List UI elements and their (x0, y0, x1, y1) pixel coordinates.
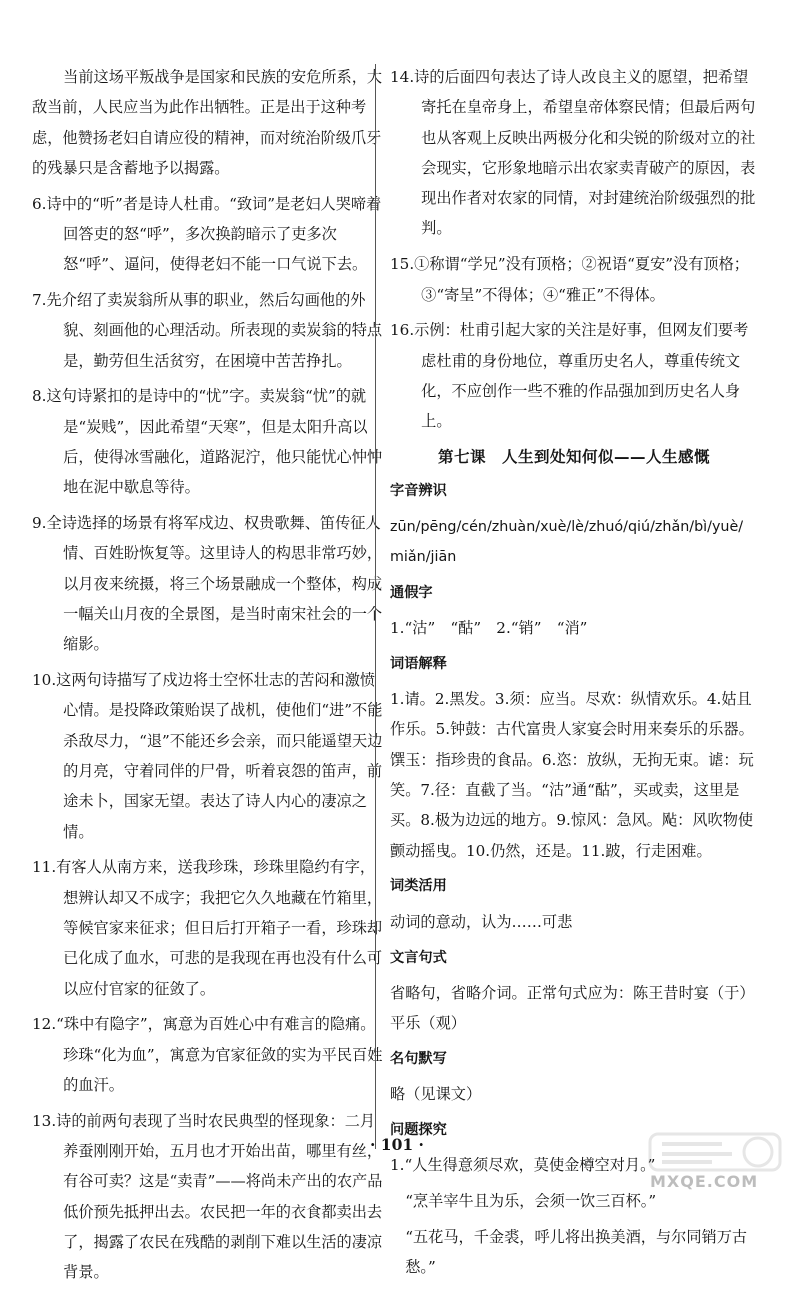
answer-body: 诗的后面四句表达了诗人改良主义的愿望，把希望寄托在皇帝身上，希望皇帝体察民情；但最后两句也从客观上反映出两极分化和尖锐的阶级对立的社会现实，它形象地暗示出农家卖青破产的原因，表现出作者对农家的同情，对封建统治阶级强烈的批判。 (414, 68, 756, 238)
answer-number: 16. (390, 321, 415, 340)
section-body (390, 907, 758, 937)
answer-text (32, 381, 388, 502)
answer-body: 有客人从南方来，送我珍珠，珍珠里隐约有字，想辨认却又不成字；我把它久久地藏在竹箱里，等候官家来征求；但日后打开箱子一看，珍珠却已化成了血水，可悲的是我现在再也没有什么可以应付官家的征敛了。 (56, 858, 383, 998)
answer-body: 这两句诗描写了戍边将士空怀壮志的苦闷和激愤心情。是投降政策贻误了战机，使他们“进”不能杀敌尽力，“退”不能还乡会亲，而只能遥望天边的月亮，守着同伴的尸骨，听着哀怨的笛声，前途未卜，国家无望。表达了诗人内心的凄凉之情。 (56, 671, 383, 841)
section-body (390, 978, 758, 1039)
answer-body: 当前这场平叛战争是国家和民族的安危所系，大敌当前，人民应当为此作出牺牲。正是出于这种考虑，他赞扬老妇自请应役的精神，而对统治阶级爪牙的残暴只是含蓄地予以揭露。 (32, 68, 383, 177)
section-line: 1.“沽” “酤” 2.“销” “消” (390, 619, 588, 638)
answer-number: 6. (32, 194, 47, 213)
answer-body: “珠中有隐字”，寓意为百姓心中有难言的隐痛。珍珠“化为血”，寓意为官家征敛的实为平民百姓的血汗。 (56, 1015, 383, 1094)
answer-number: 14. (390, 68, 415, 86)
answer-item (32, 62, 388, 183)
answer-number: 9. (32, 514, 47, 533)
answer-number: 15. (390, 255, 415, 274)
answer-item (32, 189, 388, 280)
answer-item (390, 62, 758, 244)
answer-body: 示例：杜甫引起大家的关注是好事，但网友们要考虑杜甫的身份地位，尊重历史名人，尊重传统文化，不应创作一些不雅的作品强加到历史名人身上。 (414, 321, 749, 431)
section-body (390, 684, 758, 866)
section-heading: 字音辨识 (390, 483, 447, 500)
answer-item (32, 665, 388, 847)
answer-text (32, 1106, 388, 1288)
section-line: “五花马，千金裘，呼儿将出换美酒，与尔同销万古愁。” (405, 1227, 748, 1277)
lesson-title: 第七课 人生到处知何似——人生感慨 (437, 448, 710, 467)
answer-number: 12. (32, 1015, 57, 1034)
answer-item (390, 315, 758, 436)
answer-text (32, 1009, 388, 1100)
section-line: 省略句，省略介词。正常句式应为：陈王昔时宴（于）平乐（观） (390, 983, 755, 1033)
answer-text (390, 62, 758, 244)
section-line: zūn/pēng/cén/zhuàn/xuè/lè/zhuó/qiú/zhǎn/bì/yuè/ (390, 518, 744, 535)
answer-body: 全诗选择的场景有将军戍边、权贵歌舞、笛传征人情、百姓盼恢复等。这里诗人的构思非常巧妙，以月夜来统摄，将三个场景融成一个整体，构成一幅关山月夜的全景图，是当时南宋社会的一个缩影。 (46, 514, 383, 654)
section-body (390, 613, 758, 643)
answer-number: 10. (32, 671, 57, 690)
answer-item (32, 1009, 388, 1100)
lesson-sections (390, 476, 758, 1282)
answer-item (390, 249, 758, 310)
answer-text (390, 249, 758, 310)
section-line: 动词的意动，认为……可悲 (390, 912, 573, 931)
answer-body: 先介绍了卖炭翁所从事的职业，然后勾画他的外貌、刻画他的心理活动。所表现的卖炭翁的特点是，勤劳但生活贫穷，在困境中苦苦挣扎。 (46, 291, 383, 370)
answer-item (32, 381, 388, 502)
answer-body: 这句诗紧扣的是诗中的“忧”字。卖炭翁“忧”的就是“炭贱”，因此希望“天寒”，但是太阳升高以后，使得冰雪融化，道路泥泞，他只能忧心忡忡地在泥中歇息等待。 (46, 387, 383, 497)
answer-number: 8. (32, 387, 47, 406)
answer-text (32, 285, 388, 376)
section-line: miǎn/jiān (390, 548, 457, 565)
page-number: · 101 · (370, 1135, 424, 1154)
section-line: 略（见课文） (390, 1085, 482, 1104)
answer-text (32, 62, 388, 183)
section-line: 1.请。2.黑发。3.须：应当。尽欢：纵情欢乐。4.姑且作乐。5.钟鼓：古代富贵人家宴会时用来奏乐的乐器。馔玉：指珍贵的食品。6.恣：放纵，无拘无束。谑：玩笑。7.径：直截了当。“沽”通“酤”，买或卖，这里是买。8.极为边远的地方。9.惊风：急风。飐：风吹物使颤动摇曳。10.仍然，还是。11.跛，行走困难。 (390, 690, 754, 860)
left-column (32, 62, 388, 1293)
section-body (390, 512, 758, 573)
answer-item (32, 1106, 388, 1288)
answer-item (32, 852, 388, 1003)
section-heading: 问题探究 (390, 1122, 447, 1138)
answer-item (32, 508, 388, 659)
section-heading: 词类活用 (390, 878, 447, 895)
answer-text (32, 665, 388, 847)
answer-text (32, 508, 388, 659)
section-line: 1.“人生得意须尽欢，莫使金樽空对月。” (390, 1156, 656, 1175)
answer-body: 诗的前两句表现了当时农民典型的怪现象：二月养蚕刚刚开始，五月也才开始出苗，哪里有丝，有谷可卖？这是“卖青”——将尚未产出的农产品低价预先抵押出去。农民把一年的衣食都卖出去了，揭露了农民在残酷的剥削下难以生活的凄凉背景。 (56, 1111, 383, 1282)
section-heading: 文言句式 (390, 949, 447, 966)
section-heading: 词语解释 (390, 655, 447, 672)
answer-body: ①称谓“学兄”没有顶格；②祝语“夏安”没有顶格；③“寄呈”不得体；④“雅正”不得体。 (414, 255, 749, 304)
answer-number: 7. (32, 291, 47, 310)
answer-item (32, 285, 388, 376)
answer-body: 诗中的“听”者是诗人杜甫。“致词”是老妇人哭啼着回答吏的怒“呼”，多次换韵暗示了吏多次怒“呼”、逼问，使得老妇不能一口气说下去。 (46, 194, 382, 274)
section-body (390, 1079, 758, 1109)
answer-number: 13. (32, 1111, 57, 1130)
right-answer-list (390, 62, 758, 437)
section-line: “烹羊宰牛且为乐，会须一饮三百杯。” (405, 1192, 657, 1211)
right-column (390, 62, 758, 1288)
answer-text (32, 852, 388, 1003)
answer-text (390, 315, 758, 436)
answer-text (32, 189, 388, 280)
column-divider (375, 64, 376, 1149)
section-heading: 通假字 (390, 584, 433, 601)
section-heading: 名句默写 (390, 1050, 447, 1067)
answer-number: 11. (32, 858, 57, 877)
watermark-text: MXQE.COM (650, 1172, 759, 1191)
